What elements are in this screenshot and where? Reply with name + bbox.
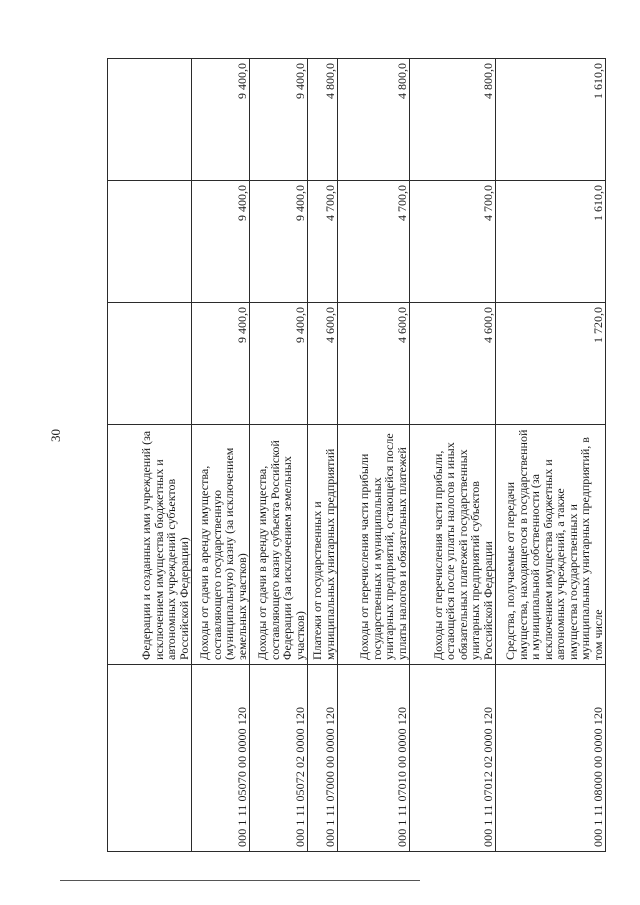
table-row [410,59,496,852]
amount-year2-cell: 4 700,0 [338,181,410,303]
page-number: 30 [48,429,63,442]
amount-year3-cell: 9 400,0 [250,59,308,181]
table-row [338,59,410,852]
amount-year1-cell [108,303,192,425]
table-row [108,59,192,852]
amount-year1-cell: 4 600,0 [308,303,338,425]
budget-code-cell: 000 1 11 07012 02 0000 120 [410,665,496,852]
budget-code-cell: 000 1 11 07000 00 0000 120 [308,665,338,852]
amount-year3-cell: 4 800,0 [410,59,496,181]
budget-code-cell [108,665,192,852]
amount-year3-cell: 9 400,0 [192,59,250,181]
footnote-rule [60,880,420,881]
amount-year2-cell: 4 700,0 [308,181,338,303]
amount-year1-cell: 1 720,0 [496,303,606,425]
revenue-name-cell: Платежи от государственных и муниципальных унитарных предприятий [308,425,338,665]
amount-year1-cell: 9 400,0 [192,303,250,425]
revenue-name-cell: Средства, получаемые от передачи имущества, находящегося в государственной и муниципальной собственности (за исключением имущества бюджетных и автономных учреждений, а также имущества государственных и муниципальных унитарных предприятий, в том числе [496,425,606,665]
budget-revenue-table [107,58,606,852]
budget-code-cell: 000 1 11 05072 02 0000 120 [250,665,308,852]
amount-year3-cell [108,59,192,181]
table-row [496,59,606,852]
table-row [192,59,250,852]
amount-year2-cell: 9 400,0 [192,181,250,303]
amount-year3-cell: 1 610,0 [496,59,606,181]
amount-year3-cell: 4 800,0 [338,59,410,181]
budget-code-cell: 000 1 11 07010 00 0000 120 [338,665,410,852]
revenue-name-cell: Доходы от перечисления части прибыли государственных и муниципальных унитарных предприятий, остающейся после уплаты налогов и обязательных платежей [338,425,410,665]
amount-year2-cell: 4 700,0 [410,181,496,303]
amount-year2-cell: 1 610,0 [496,181,606,303]
table-row [250,59,308,852]
amount-year1-cell: 4 600,0 [338,303,410,425]
revenue-name-cell: Доходы от сдачи в аренду имущества, составляющего казну субъекта Российской Федерации (за исключением земельных участков) [250,425,308,665]
amount-year3-cell: 4 800,0 [308,59,338,181]
budget-code-cell: 000 1 11 05070 00 0000 120 [192,665,250,852]
amount-year2-cell [108,181,192,303]
budget-code-cell: 000 1 11 08000 00 0000 120 [496,665,606,852]
amount-year1-cell: 9 400,0 [250,303,308,425]
budget-table-container [107,59,606,852]
revenue-name-cell: Доходы от сдачи в аренду имущества, составляющего государственную (муниципальную) казну (за исключением земельных участков) [192,425,250,665]
revenue-name-cell: Федерации и созданных ими учреждений (за исключением имущества бюджетных и автономных учреждений субъектов Российской Федерации) [108,425,192,665]
amount-year2-cell: 9 400,0 [250,181,308,303]
table-row [308,59,338,852]
revenue-name-cell: Доходы от перечисления части прибыли, остающейся после уплаты налогов и иных обязательных платежей государственных унитарных предприятий субъектов Российской Федерации [410,425,496,665]
amount-year1-cell: 4 600,0 [410,303,496,425]
